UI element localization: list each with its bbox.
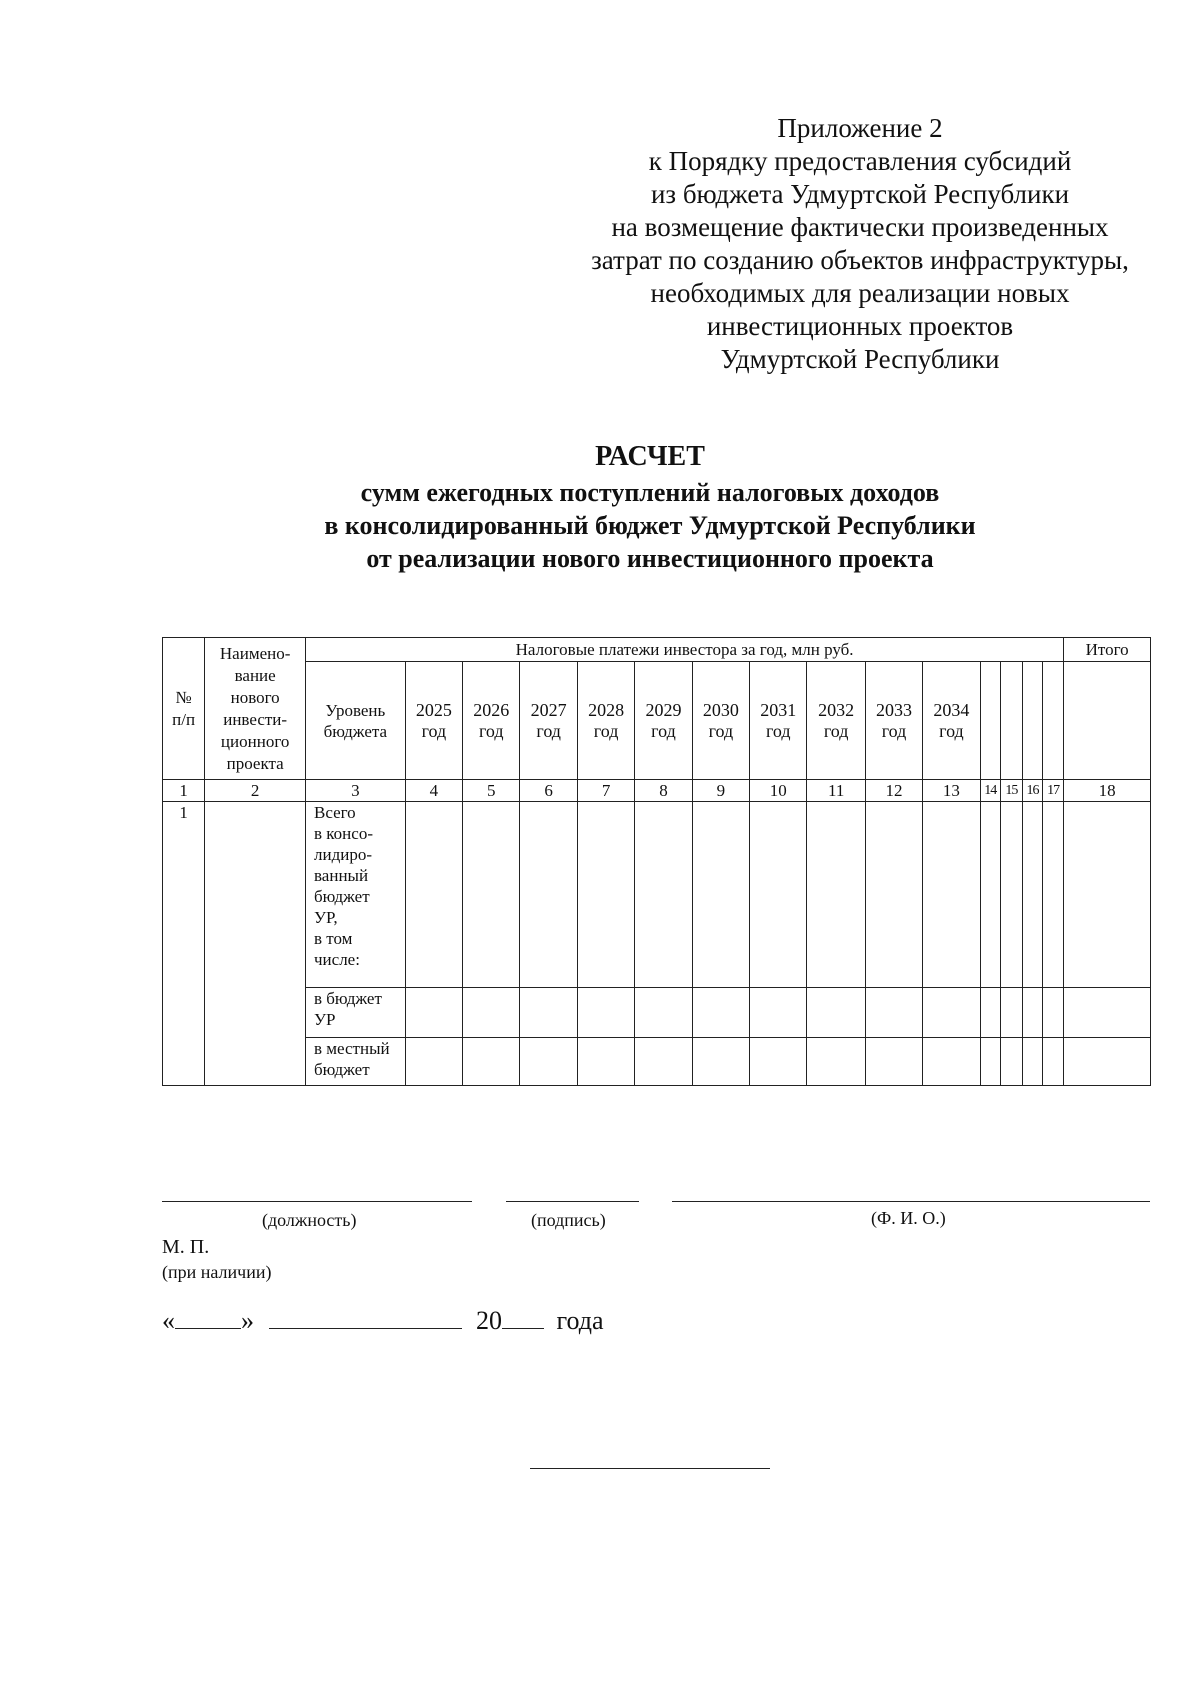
value-cell[interactable] [692,988,749,1038]
fio-caption: (Ф. И. О.) [871,1208,946,1228]
column-number: 12 [865,780,922,802]
title-line: в консолидированный бюджет Удмуртской Республики [324,511,976,540]
column-number: 13 [923,780,980,802]
table-row [163,988,1151,1038]
value-cell[interactable] [807,1038,865,1086]
value-cell[interactable] [520,988,577,1038]
annex-line: инвестиционных проектов [706,311,1014,341]
value-cell[interactable] [865,1038,922,1086]
column-number: 7 [577,780,634,802]
closing-divider [530,1468,770,1469]
value-cell[interactable] [865,802,922,988]
col-name-line: вание [234,665,276,685]
quote-close: » [241,1306,254,1335]
value-cell[interactable] [463,988,520,1038]
quote-open: « [162,1306,175,1335]
annex-line: к Порядку предоставления субсидий [648,146,1072,176]
value-cell[interactable] [692,802,749,988]
title-heading: РАСЧЕТ [595,441,705,472]
column-number: 4 [405,780,462,802]
year-header: 2032 год [807,662,865,780]
total-subheader [1064,662,1151,780]
column-number: 6 [520,780,577,802]
value-cell[interactable] [1000,1038,1022,1086]
year-header: 2030 год [692,662,749,780]
column-number: 14 [980,780,1000,802]
value-cell[interactable] [923,1038,980,1086]
value-cell[interactable] [692,1038,749,1086]
title-line: сумм ежегодных поступлений налоговых доходов [360,478,940,507]
value-cell[interactable] [980,988,1000,1038]
level-total-cell: Всего в консо- лидиро- ванный бюджет УР, в том числе: [306,802,406,988]
value-cell[interactable] [1043,1038,1064,1086]
date-line [162,1306,604,1336]
value-cell[interactable] [807,988,865,1038]
column-number: 9 [692,780,749,802]
column-number: 17 [1043,780,1064,802]
value-cell[interactable] [750,1038,807,1086]
column-number: 2 [205,780,306,802]
value-cell[interactable] [1043,802,1064,988]
value-cell[interactable] [520,802,577,988]
col-level-line: бюджета [323,721,388,741]
subheader-row [163,662,1151,780]
year-blank[interactable] [502,1306,544,1329]
col-level-line: Уровень [325,700,386,720]
annex-line: Приложение 2 [777,113,943,143]
col-level-header [306,662,406,780]
year-header: 2029 год [635,662,692,780]
empty-year-header [1022,662,1042,780]
annex-line: затрат по созданию объектов инфраструктуры, [591,245,1129,275]
total-cell[interactable] [1064,988,1151,1038]
value-cell[interactable] [1000,802,1022,988]
position-line[interactable] [162,1201,472,1202]
value-cell[interactable] [405,802,462,988]
value-cell[interactable] [1022,1038,1042,1086]
column-number: 3 [306,780,406,802]
project-name-cell [205,802,306,1086]
value-cell[interactable] [635,988,692,1038]
value-cell[interactable] [577,988,634,1038]
value-cell[interactable] [577,802,634,988]
annex-line: Удмуртской Республики [720,344,1000,374]
column-number: 5 [463,780,520,802]
year-word: года [556,1306,604,1335]
year-prefix: 20 [476,1306,502,1335]
column-number: 1 [163,780,205,802]
stamp-place-note: (при наличии) [162,1262,272,1282]
empty-year-header [980,662,1000,780]
fio-line[interactable] [672,1201,1150,1202]
value-cell[interactable] [520,1038,577,1086]
col-no-header [163,638,205,780]
annex-line: на возмещение фактически произведенных [611,212,1109,242]
year-header: 2025 год [405,662,462,780]
year-header: 2033 год [865,662,922,780]
value-cell[interactable] [923,988,980,1038]
value-cell[interactable] [980,1038,1000,1086]
day-blank[interactable] [175,1306,241,1329]
year-header: 2031 год [750,662,807,780]
tax-calculation-table [162,637,1151,1086]
level-local-cell: в местный бюджет [306,1038,406,1086]
value-cell[interactable] [750,802,807,988]
value-cell[interactable] [1022,802,1042,988]
value-cell[interactable] [1022,988,1042,1038]
col-name-line: Наимено- [219,643,291,663]
column-number-row [163,780,1151,802]
value-cell[interactable] [807,802,865,988]
column-number: 18 [1064,780,1151,802]
column-number: 11 [807,780,865,802]
value-cell[interactable] [463,802,520,988]
table-row [163,1038,1151,1086]
col-name-line: проекта [226,753,284,773]
total-cell[interactable] [1064,1038,1151,1086]
value-cell[interactable] [635,802,692,988]
value-cell[interactable] [865,988,922,1038]
value-cell[interactable] [577,1038,634,1086]
value-cell[interactable] [405,1038,462,1086]
value-cell[interactable] [405,988,462,1038]
header-row [163,638,1151,662]
column-number: 15 [1000,780,1022,802]
annex-line: из бюджета Удмуртской Республики [650,179,1070,209]
col-name-header [205,638,306,780]
signature-caption: (подпись) [531,1210,606,1230]
column-number: 8 [635,780,692,802]
empty-year-header [1043,662,1064,780]
value-cell[interactable] [635,1038,692,1086]
signature-line[interactable] [506,1201,639,1202]
level-ur-cell: в бюджет УР [306,988,406,1038]
value-cell[interactable] [463,1038,520,1086]
annex-line: необходимых для реализации новых [650,278,1070,308]
annex-header [540,112,1180,376]
col-total-header: Итого [1064,638,1151,662]
col-name-line: ционного [220,731,290,751]
table-row [163,802,1151,988]
col-name-line: нового [230,687,280,707]
year-header: 2034 год [923,662,980,780]
month-blank[interactable] [269,1306,462,1329]
empty-year-header [1000,662,1022,780]
column-number: 16 [1022,780,1042,802]
col-no-label: № п/п [172,687,196,729]
year-header: 2026 год [463,662,520,780]
total-cell[interactable] [1064,802,1151,988]
year-header: 2027 год [520,662,577,780]
document-title [150,440,1150,575]
value-cell[interactable] [980,802,1000,988]
value-cell[interactable] [1043,988,1064,1038]
value-cell[interactable] [750,988,807,1038]
value-cell[interactable] [923,802,980,988]
stamp-place-label: М. П. [162,1236,210,1258]
title-line: от реализации нового инвестиционного проекта [366,544,934,573]
value-cell[interactable] [1000,988,1022,1038]
year-header: 2028 год [577,662,634,780]
column-number: 10 [750,780,807,802]
col-name-line: инвести- [223,709,288,729]
col-group-header: Налоговые платежи инвестора за год, млн руб. [306,638,1064,662]
row-number: 1 [163,802,205,1086]
position-caption: (должность) [262,1210,357,1230]
